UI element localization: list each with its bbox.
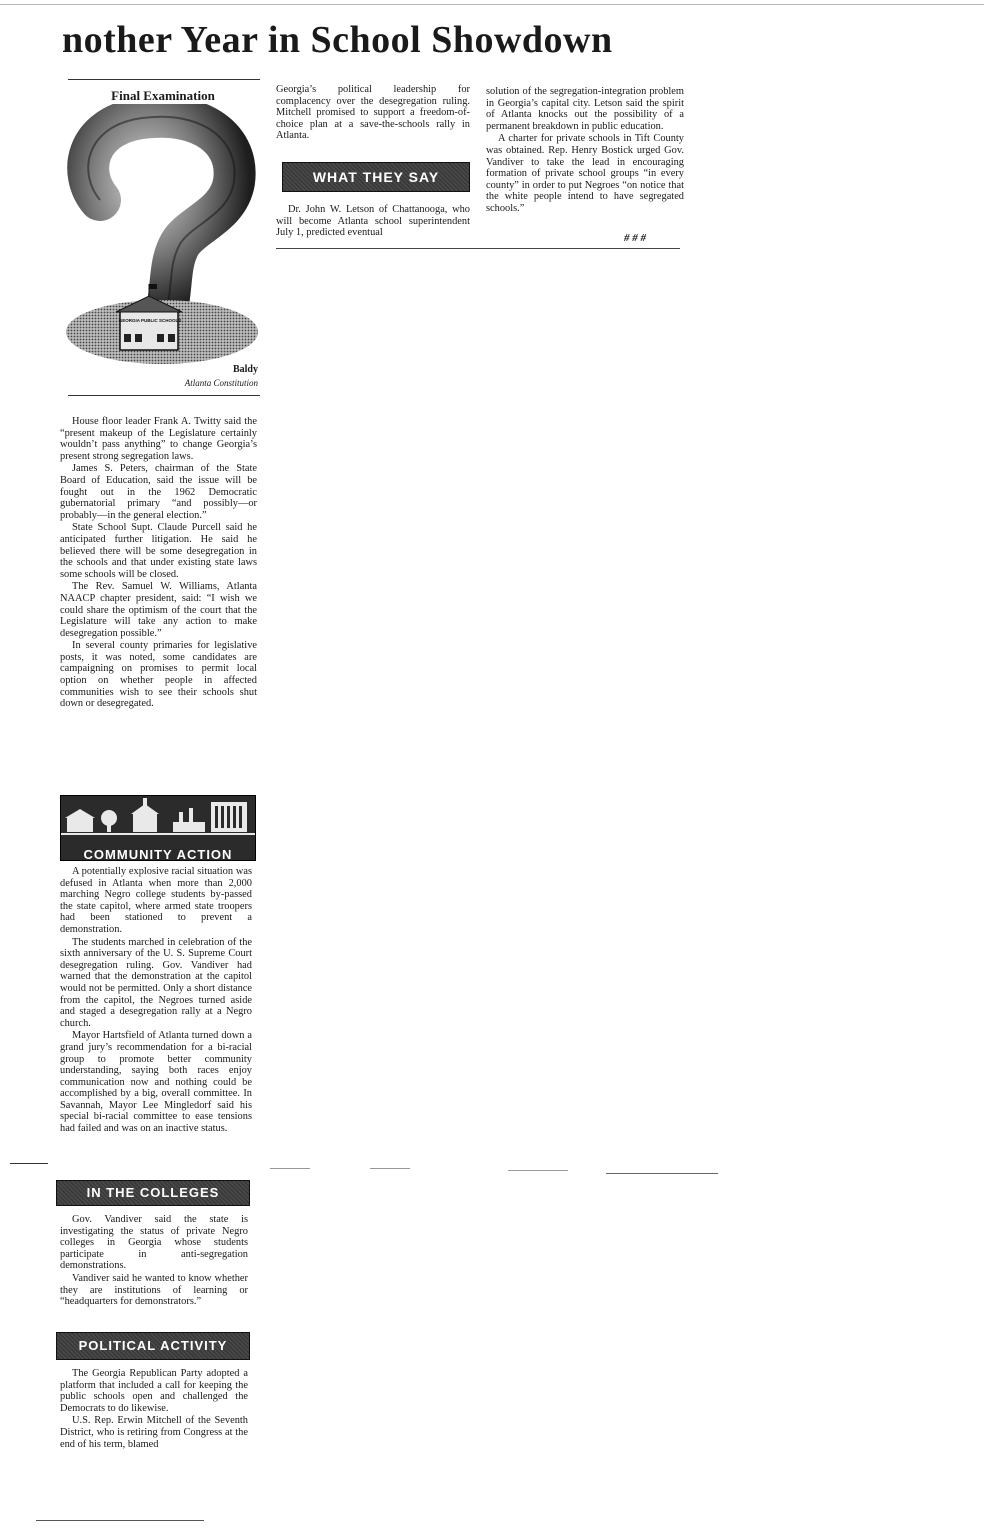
cartoon-building-sign: GEORGIA PUBLIC SCHOOLS: [118, 318, 182, 323]
article-end-rule: [276, 248, 680, 249]
col2-paragraph: Georgia’s political leadership for complacency over the desegregation ruling. Mitchell promised to support a freedom-of-choice plan at a save-the-schools rally in Atlanta.: [276, 84, 470, 142]
colleges-paragraph: Vandiver said he wanted to know whether they are institutions of learning or “headquarters for demonstrators.”: [60, 1272, 248, 1308]
scan-mark: [606, 1173, 718, 1174]
col3-paragraph: A charter for private schools in Tift County was obtained. Rep. Henry Bostick urged Gov. Vandiver to take the lead in encouraging formation of private school groups “in every county” in order to put Negroes “on notice that the white people intend to have segregated schools.”: [486, 133, 684, 214]
political-activity-banner: [56, 1332, 250, 1360]
col1-paragraph: House floor leader Frank A. Twitty said the “present makeup of the Legislature certainly wouldn’t pass anything” to change Georgia’s present strong segregation laws.: [60, 416, 257, 462]
cartoon-bottom-rule: [68, 395, 260, 396]
margin-rule: [10, 1163, 48, 1164]
col2-paragraph-2: Dr. John W. Letson of Chattanooga, who will become Atlanta school superintendent July 1, predicted eventual: [276, 204, 470, 239]
colleges-paragraph: Gov. Vandiver said the state is investigating the status of private Negro colleges in Georgia whose students participate in anti-segregation demonstrations.: [60, 1214, 248, 1272]
column-2-text: [276, 84, 470, 143]
in-the-colleges-banner: [56, 1180, 250, 1206]
political-text: [60, 1368, 248, 1451]
col3-paragraph: solution of the segregation-integration problem in Georgia’s capital city. Letson said the spirit of Atlanta knocks out the possibility of a permanent breakdown in public education.: [486, 86, 684, 132]
community-action-banner: [60, 795, 256, 861]
col1-paragraph: James S. Peters, chairman of the State Board of Education, said the issue will be fought out in the 1962 Democratic gubernatorial primary “and possibly—or probably—in the general election.”: [60, 463, 257, 521]
what-they-say-heading: WHAT THEY SAY: [312, 169, 440, 185]
cartoon-year-label: 1 YEAR: [144, 139, 180, 150]
in-the-colleges-heading: IN THE COLLEGES: [86, 1185, 220, 1200]
cartoon-source: Atlanta Constitution: [184, 378, 258, 388]
community-paragraph: Mayor Hartsfield of Atlanta turned down a grand jury’s recommendation for a bi-racial group to promote better community understanding, saying both races enjoy communication now and nothing could be accomplished by a big, overall committee. In Savannah, Mayor Lee Mingledorf said his special bi-racial committee to ease tensions had failed and was on an inactive status.: [60, 1030, 252, 1135]
cartoon-title: Final Examination: [111, 88, 215, 103]
column-1-text: [60, 416, 257, 711]
scan-mark: [508, 1170, 568, 1171]
political-paragraph: U.S. Rep. Erwin Mitchell of the Seventh District, who is retiring from Congress at the end of his term, blamed: [60, 1415, 248, 1450]
top-edge-rule: [0, 4, 984, 5]
political-activity-heading: POLITICAL ACTIVITY: [78, 1338, 228, 1353]
col1-paragraph: State School Supt. Claude Purcell said he anticipated further litigation. He said he believed there will be some desegregation in the schools and that under existing state laws some schools will be closed.: [60, 522, 257, 580]
community-paragraph: A potentially explosive racial situation was defused in Atlanta when more than 2,000 marching Negro college students by-passed the state capitol, where armed state troopers had been stationed to prevent a demonstration.: [60, 866, 252, 935]
political-paragraph: The Georgia Republican Party adopted a platform that included a call for keeping the public schools open and challenged the Democrats to do likewise.: [60, 1368, 248, 1414]
scan-mark: [270, 1168, 310, 1169]
col1-paragraph: The Rev. Samuel W. Williams, Atlanta NAACP chapter president, said: “I wish we could share the optimism of the court that the Legislature will take any action to make desegregation possible.”: [60, 581, 257, 639]
cartoon-top-rule: [68, 79, 260, 80]
cartoon-artist: Baldy: [232, 364, 258, 375]
community-paragraph: The students marched in celebration of the sixth anniversary of the U. S. Supreme Court desegregation ruling. Gov. Vandiver had warned that the demonstration at the capitol would not be permitted. Only a short distance from the capitol, the Negroes turned aside and staged a desegregation rally at a Negro church.: [60, 936, 252, 1029]
scan-mark: [370, 1168, 410, 1169]
headline: nother Year in School Showdown: [62, 19, 613, 61]
bottom-rule: [36, 1520, 204, 1521]
community-action-text: [60, 866, 252, 1136]
community-action-heading: COMMUNITY ACTION: [83, 847, 233, 862]
colleges-text: [60, 1214, 248, 1309]
column-2-text-lower: [276, 204, 470, 240]
col1-paragraph: In several county primaries for legislative posts, it was noted, some candidates are campaigning on promises to permit local option on whether people in affected communities wish to see their schools shut down or desegregated.: [60, 640, 257, 710]
town-skyline-icon: [61, 796, 255, 840]
end-mark: # # #: [624, 232, 646, 244]
what-they-say-banner: [282, 162, 470, 192]
column-3-text: [486, 86, 684, 216]
cartoon-illustration: [64, 104, 260, 366]
